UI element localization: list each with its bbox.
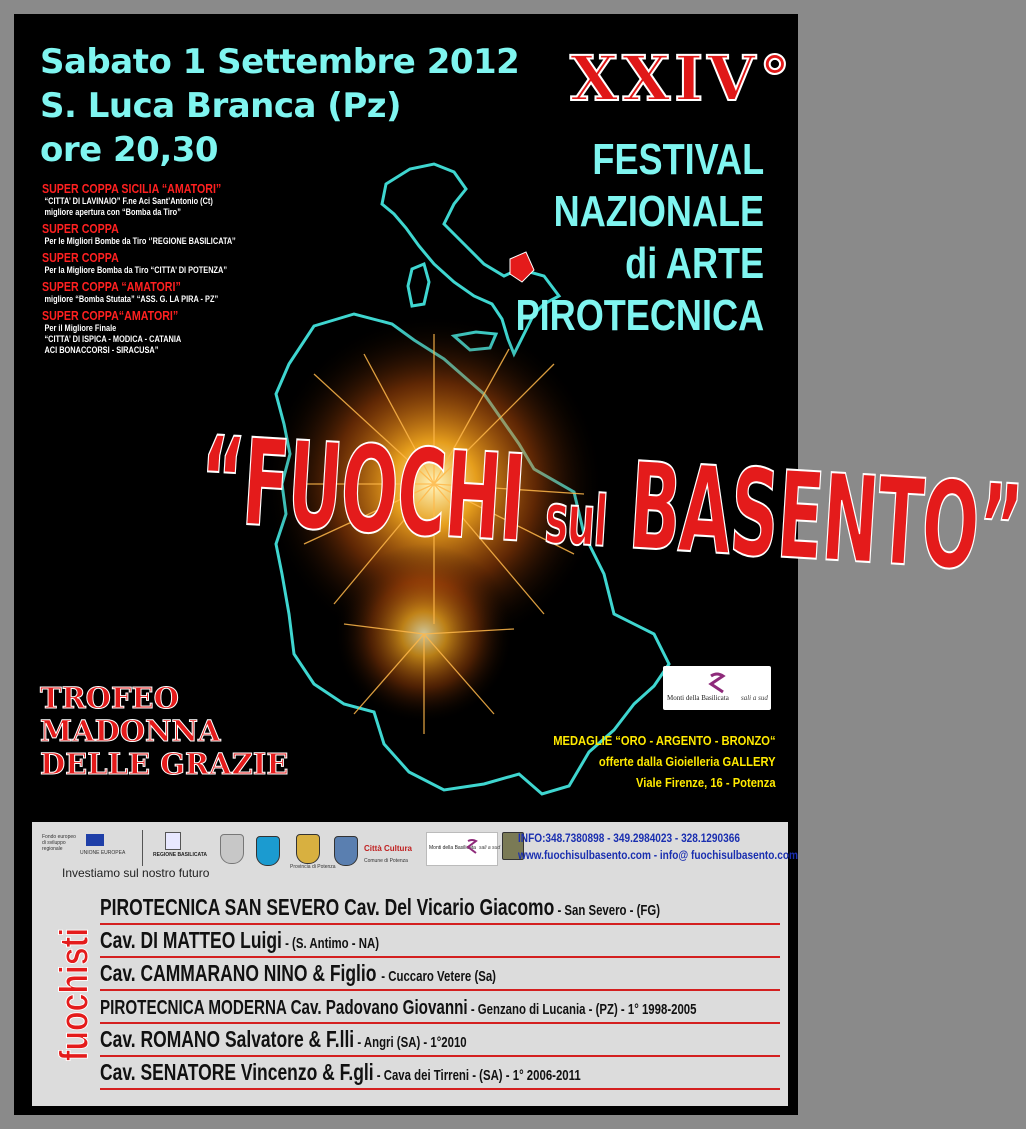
monti-logo-mark-icon bbox=[709, 672, 725, 694]
fireworker-row bbox=[100, 1024, 780, 1057]
cup-line: “CITTA’ DI ISPICA - MODICA - CATANIA bbox=[44, 334, 182, 344]
fireworker-row bbox=[100, 892, 780, 925]
fireworkers-list bbox=[100, 892, 780, 1090]
medals-line: offerte dalla Gioielleria GALLERY bbox=[599, 754, 776, 769]
eu-flag-icon bbox=[86, 834, 104, 846]
cup-line: Per la Migliore Bomba da Tiro “CITTA’ DI POTENZA” bbox=[44, 265, 228, 275]
fuochisti-label: fuochisti bbox=[52, 927, 97, 1062]
fireworker-location: - (S. Antimo - NA) bbox=[281, 935, 380, 952]
logo-name: Monti della Basilicata bbox=[667, 694, 729, 702]
festival-line: NAZIONALE bbox=[553, 187, 764, 236]
comune-label: Comune di Potenza bbox=[364, 858, 408, 864]
eu-label: UNIONE EUROPEA bbox=[80, 850, 126, 856]
festival-title bbox=[515, 134, 764, 342]
cup-item bbox=[42, 279, 302, 305]
eu-fund-label: Fondo europeo di sviluppo regionale bbox=[42, 834, 76, 852]
contact-info bbox=[518, 830, 851, 864]
trophy-line: DELLE GRAZIE bbox=[40, 747, 289, 781]
cup-item bbox=[42, 181, 302, 218]
event-date: Sabato 1 Settembre 2012 bbox=[40, 42, 520, 82]
cup-title: SUPER COPPA bbox=[42, 221, 119, 236]
medals-line: MEDAGLIE “ORO - ARGENTO - BRONZO“ bbox=[553, 733, 776, 748]
province-crest-icon bbox=[296, 834, 320, 864]
fireworker-row bbox=[100, 958, 780, 991]
basilicata-crest-icon bbox=[256, 836, 280, 866]
fireworker-location: - Cuccaro Vetere (Sa) bbox=[381, 968, 496, 985]
fireworker-location: - Angri (SA) - 1°2010 bbox=[354, 1034, 467, 1051]
title-open-quote: “ bbox=[195, 411, 248, 553]
cups-list bbox=[42, 178, 302, 356]
trophy-line: MADONNA bbox=[40, 714, 221, 748]
fireworker-row bbox=[100, 991, 780, 1024]
fireworker-name: Cav. CAMMARANO NINO & Figlio bbox=[100, 960, 382, 986]
bottom-panel bbox=[32, 822, 798, 1106]
cup-line: migliore apertura con “Bomba da Tiro” bbox=[44, 207, 181, 217]
region-label: REGIONE BASILICATA bbox=[153, 852, 207, 858]
cup-line: “CITTA’ DI LAVINAIO” F.ne Aci Sant’Antonio (Ct) bbox=[44, 196, 213, 206]
cup-title: SUPER COPPA SICILIA “AMATORI” bbox=[42, 181, 222, 196]
trophy-line: TROFEO bbox=[40, 681, 179, 715]
title-word-basento: BASENTO bbox=[625, 437, 983, 598]
fireworker-location: - San Severo - (FG) bbox=[554, 902, 661, 919]
monti-mini-slogan: sali a sud bbox=[479, 845, 501, 851]
event-time: ore 20,30 bbox=[40, 130, 219, 170]
monti-mini-logo bbox=[426, 832, 501, 866]
phone-numbers: INFO:348.7380898 - 349.2984023 - 328.1290366 bbox=[518, 831, 740, 845]
fireworker-name: Cav. ROMANO Salvatore & F.lli bbox=[100, 1026, 355, 1052]
title-close-quote: ” bbox=[973, 458, 1026, 601]
fireworker-location: - Cava dei Tirreni - (SA) - 1° 2006-2011 bbox=[373, 1067, 581, 1084]
fireworker-row bbox=[100, 1057, 780, 1090]
republic-emblem-icon bbox=[220, 834, 244, 864]
title-word-sul: sul bbox=[542, 477, 609, 563]
trophy-title bbox=[40, 682, 288, 781]
fireworker-name: Cav. SENATORE Vincenzo & F.gli bbox=[100, 1059, 374, 1085]
logo-slogan: sali a sud bbox=[741, 694, 768, 702]
festival-line: PIROTECNICA bbox=[515, 291, 764, 340]
web-email[interactable]: www.fuochisulbasento.com - info@ fuochisulbasento.com bbox=[518, 848, 798, 862]
medals-line: Viale Firenze, 16 - Potenza bbox=[636, 775, 776, 790]
fireworker-name: PIROTECNICA SAN SEVERO Cav. Del Vicario Giacomo bbox=[100, 894, 555, 920]
edition-number: XXIV° bbox=[570, 42, 795, 115]
town-crest-icon bbox=[334, 836, 358, 866]
monti-mini-label: Monti della Basilicata bbox=[429, 845, 476, 851]
festival-line: di ARTE bbox=[625, 239, 764, 288]
cup-title: SUPER COPPA bbox=[42, 250, 119, 265]
festival-line: FESTIVAL bbox=[592, 135, 764, 184]
region-logo bbox=[142, 830, 213, 866]
cup-item bbox=[42, 308, 302, 356]
monti-basilicata-logo bbox=[663, 666, 771, 710]
fireworker-location: - Genzano di Lucania - (PZ) - 1° 1998-2005 bbox=[467, 1001, 697, 1018]
event-place: S. Luca Branca (Pz) bbox=[40, 86, 402, 126]
fireworker-row bbox=[100, 925, 780, 958]
monti-mini-mark-icon bbox=[467, 839, 477, 859]
event-date-block bbox=[40, 40, 519, 172]
cup-line: Per il Migliore Finale bbox=[44, 323, 117, 333]
citta-cultura-label: Città Cultura bbox=[364, 844, 412, 853]
sponsor-logos bbox=[42, 830, 512, 882]
poster bbox=[14, 14, 1026, 1115]
cup-item bbox=[42, 250, 302, 276]
sardinia-outline bbox=[408, 264, 429, 306]
title-word-fuochi: FUOCHI bbox=[238, 413, 529, 570]
cup-line: Per le Migliori Bombe da Tiro ‘’REGIONE BASILICATA’’ bbox=[44, 236, 236, 246]
cup-line: ACI BONACCORSI - SIRACUSA” bbox=[44, 345, 159, 355]
cup-item bbox=[42, 221, 302, 247]
main-title bbox=[194, 401, 1026, 603]
cup-title: SUPER COPPA“AMATORI” bbox=[42, 308, 179, 323]
cup-line: migliore “Bomba Stutata” “ASS. G. LA PIRA - PZ” bbox=[44, 294, 219, 304]
eu-slogan: Investiamo sul nostro futuro bbox=[62, 866, 210, 880]
cup-title: SUPER COPPA “AMATORI” bbox=[42, 279, 181, 294]
fireworker-name: Cav. DI MATTEO Luigi bbox=[100, 927, 282, 953]
medals-info bbox=[517, 730, 776, 793]
region-crest-icon bbox=[165, 832, 181, 850]
fireworker-name: PIROTECNICA MODERNA Cav. Padovano Giovanni bbox=[100, 997, 468, 1019]
province-label: Provincia di Potenza bbox=[290, 864, 336, 870]
